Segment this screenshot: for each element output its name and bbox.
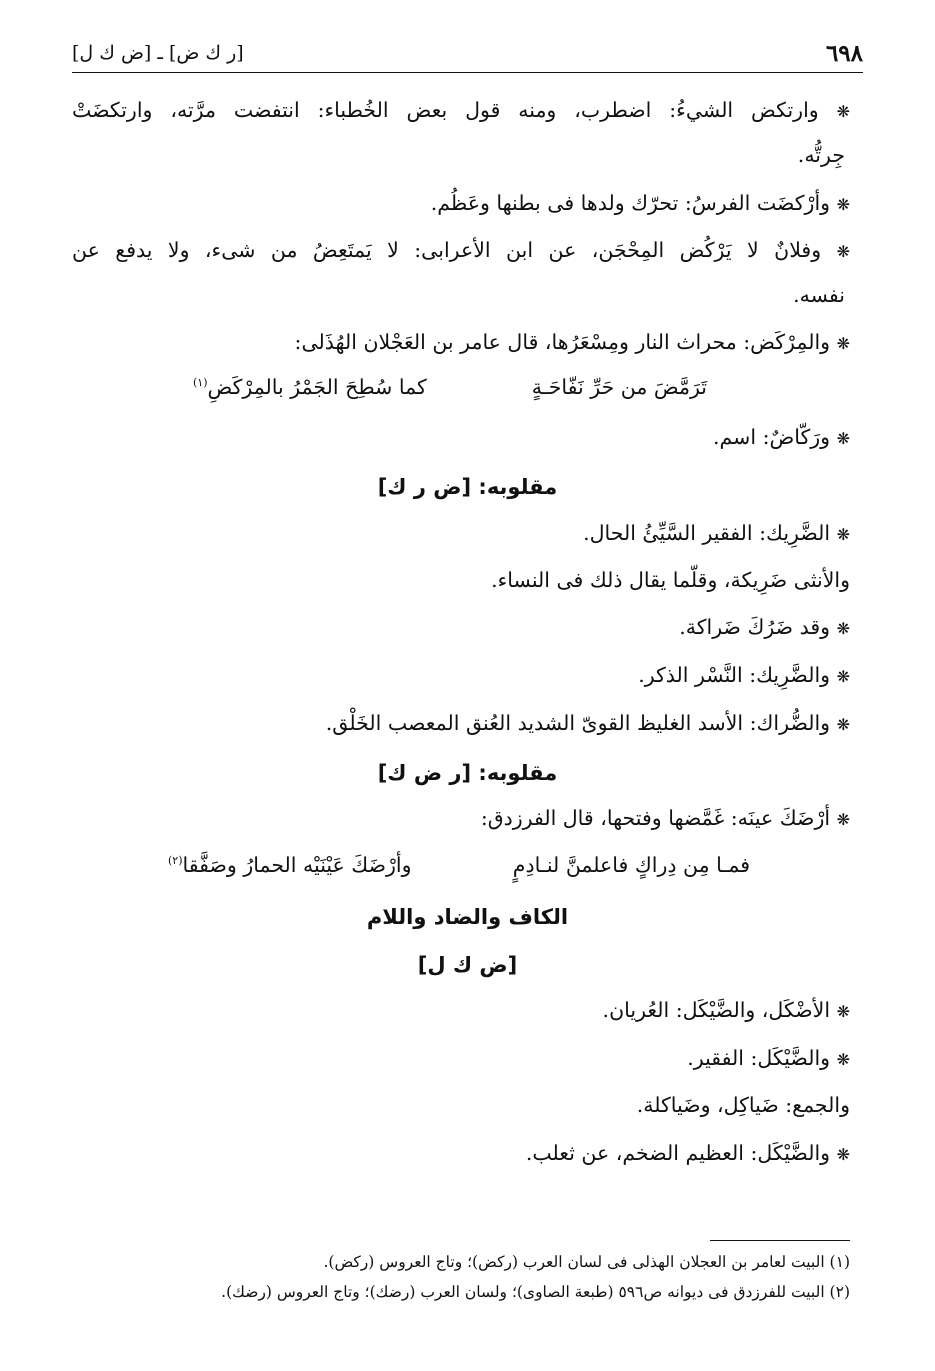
entry-plural: والجمع: ضَياكِل، وضَياكلة. xyxy=(636,1093,850,1117)
verse-second-hemistich xyxy=(193,372,427,402)
verse-second-hemistich xyxy=(168,850,412,880)
verse-first-hemistich: تَرَمَّضَ من حَرِّ نَفّاحَـةٍ xyxy=(531,375,707,399)
entry-marker: ❋ xyxy=(836,667,850,686)
entry-text: والمِرْكَض: محراث النار ومِسْعَرُها، قال عامر بن العَجْلان الهُذَلى: xyxy=(294,330,831,354)
entry-text: وارتكض الشيءُ: اضطرب، ومنه قول بعض الخُطباء: انتفضت مرَّته، وارتكضَتْ xyxy=(72,98,819,122)
entry-text: الضَّرِيك: الفقير السَّيِّئُ الحال. xyxy=(583,521,831,545)
entry-text: والضَّيْكَل: العظيم الضخم، عن ثعلب. xyxy=(525,1141,831,1165)
entry-daruka xyxy=(679,612,850,644)
entry-marker: ❋ xyxy=(836,619,850,638)
entry-adkal xyxy=(603,995,850,1027)
entry-daykal xyxy=(687,1043,850,1075)
verse-text: كما سُطِحَ الجَمْرُ بالمِرْكَضِ xyxy=(207,375,427,399)
entry-irtakada xyxy=(72,95,850,127)
entry-darik xyxy=(583,518,850,550)
entry-text: أرْضَكَ عينَه: غَمَّضها وفتحها، قال الفرزدق: xyxy=(480,806,831,830)
entry-arkadat xyxy=(431,188,850,220)
entry-marker: ❋ xyxy=(836,195,850,214)
entry-marker: ❋ xyxy=(836,102,850,121)
entry-marker: ❋ xyxy=(836,334,850,353)
entry-marker: ❋ xyxy=(836,1145,850,1164)
entry-text: وقد ضَرُكَ ضَراكة. xyxy=(679,615,831,639)
chapter-root: [ض ك ل] xyxy=(417,953,518,977)
entry-ardak xyxy=(481,803,850,835)
header-roots: [ر ك ض] ـ [ض ك ل] xyxy=(72,42,244,64)
entry-durak xyxy=(326,708,850,740)
entry-mirkad xyxy=(295,327,850,359)
entry-marker: ❋ xyxy=(836,1050,850,1069)
entry-daykal-great xyxy=(526,1138,850,1170)
footnote-ref: (٢) xyxy=(168,854,183,868)
footnote-ref: (١) xyxy=(193,376,208,390)
entry-marker: ❋ xyxy=(836,525,850,544)
entry-text: والضَّيْكَل: الفقير. xyxy=(687,1046,831,1070)
entry-text: والأنثى ضَرِيكة، وقلّما يقال ذلك فى النساء. xyxy=(491,568,850,592)
entry-darik-nasr xyxy=(638,660,850,692)
footnote-1: (١) البيت لعامر بن العجلان الهذلى فى لسان العرب (ركض)؛ وتاج العروس (ركض). xyxy=(323,1253,850,1271)
entry-marker: ❋ xyxy=(836,715,850,734)
entry-text: والضُّراك: الأسد الغليظ القوىّ الشديد العُنق المعصب الخَلْق. xyxy=(325,711,831,735)
entry-text: وفلانٌ لا يَرْكُض المِحْجَن، عن ابن الأعرابى: لا يَمتَعِضُ من شىء، ولا يدفع عن xyxy=(72,238,822,262)
footnote-separator xyxy=(710,1240,850,1241)
entry-marker: ❋ xyxy=(836,429,850,448)
footnote-2: (٢) البيت للفرزدق فى ديوانه ص٥٩٦ (طبعة الصاوى)؛ ولسان العرب (رضك)؛ وتاج العروس (رضك). xyxy=(221,1283,850,1301)
entry-text: والضَّرِيك: النَّسْر الذكر. xyxy=(638,663,831,687)
entry-rakkad xyxy=(713,422,850,454)
entry-text: ورَكّاضٌ: اسم. xyxy=(713,425,831,449)
section-heading-rdk: مقلوبه: [ر ض ك] xyxy=(377,761,558,785)
entry-marker: ❋ xyxy=(836,242,850,261)
entry-continuation: جِرتُّه. xyxy=(797,143,845,167)
entry-marker: ❋ xyxy=(836,1002,850,1021)
section-heading-drk: مقلوبه: [ض ر ك] xyxy=(377,475,558,499)
entry-yarkud xyxy=(72,235,850,267)
verse-first-hemistich: فمـا مِن دِراكٍ فاعلمنَّ لنـادِمٍ xyxy=(512,853,750,877)
verse-text: وأرْضَكَ عَيْنَيْه الحمارُ وصَفَّقا xyxy=(182,853,412,877)
entry-continuation: نفسه. xyxy=(793,283,845,307)
entry-text: الأضْكَل، والضَّيْكَل: العُريان. xyxy=(602,998,831,1022)
page-number: ٦٩٨ xyxy=(825,40,863,67)
chapter-title: الكاف والضاد واللام xyxy=(366,905,569,929)
running-header xyxy=(72,38,863,73)
entry-text: وأرْكضَت الفرسُ: تحرّك ولدها فى بطنها وعَظُم. xyxy=(430,191,831,215)
entry-marker: ❋ xyxy=(836,810,850,829)
